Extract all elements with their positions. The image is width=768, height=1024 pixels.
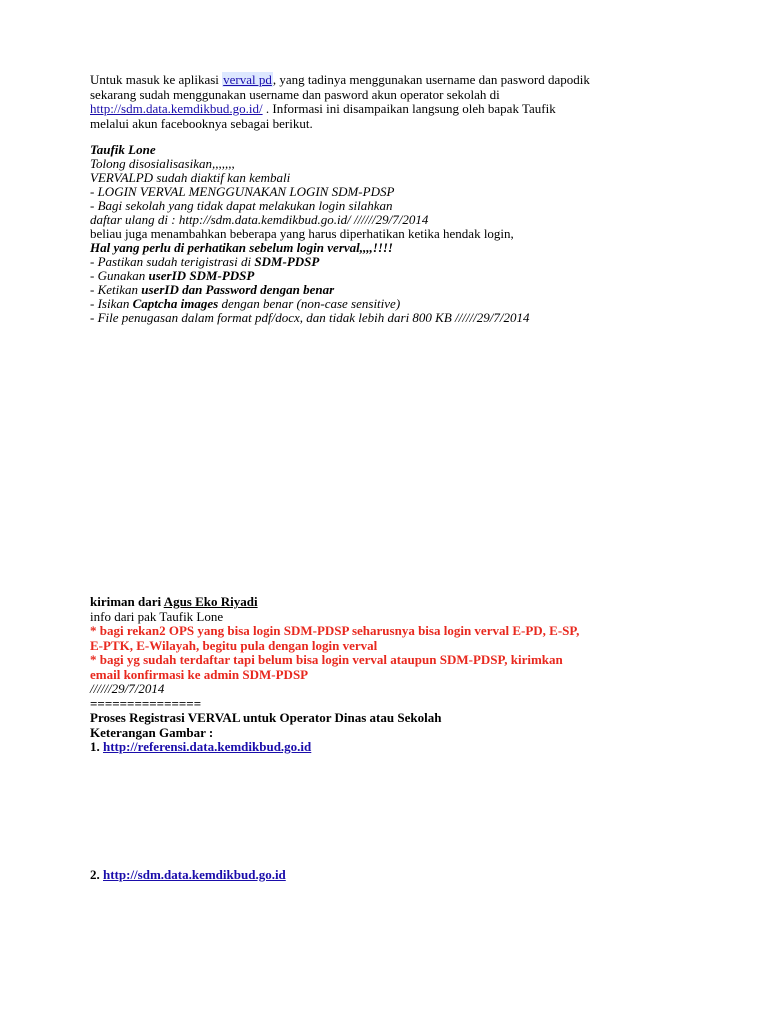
- quoted-post: [90, 143, 690, 325]
- red-note-2b: email konfirmasi ke admin SDM-PDSP: [90, 666, 309, 682]
- intro-line-2: sekarang sudah menggunakan username dan pasword akun operator sekolah di: [90, 86, 500, 102]
- section-title: Proses Registrasi VERVAL untuk Operator Dinas atau Sekolah: [90, 710, 442, 725]
- list-item-2: 2. http://sdm.data.kemdikbud.go.id: [90, 867, 286, 882]
- intro-line-3: http://sdm.data.kemdikbud.go.id/ . Informasi ini disampaikan langsung oleh bapak Taufik: [90, 101, 556, 116]
- post-line-4: - Bagi sekolah yang tidak dapat melakukan login silahkan: [90, 198, 393, 213]
- intro-line-4: melalui akun facebooknya sebagai berikut.: [90, 115, 313, 131]
- red-note-2a: * bagi yg sudah terdaftar tapi belum bisa login verval ataupun SDM-PDSP, kirimkan: [90, 652, 563, 667]
- red-note-1a: * bagi rekan2 OPS yang bisa login SDM-PDSP seharusnya bisa login verval E-PD, E-SP,: [90, 623, 580, 638]
- verval-pd-link[interactable]: verval pd: [223, 72, 272, 87]
- author-name: Agus Eko Riyadi: [163, 594, 258, 609]
- post-line-2: VERVALPD sudah diaktif kan kembali: [90, 170, 291, 185]
- forwarded-section: [90, 595, 690, 755]
- post-line-6: beliau juga menambahkan beberapa yang harus diperhatikan ketika hendak login,: [90, 226, 514, 241]
- forward-from: kiriman dari Agus Eko Riyadi: [90, 594, 258, 609]
- sdm-link[interactable]: http://sdm.data.kemdikbud.go.id: [103, 867, 286, 882]
- intro-paragraph: [90, 73, 690, 131]
- post-line-5: daftar ulang di : http://sdm.data.kemdikbud.go.id/ //////29/7/2014: [90, 212, 429, 227]
- post-bullet-1: - Pastikan sudah terigistrasi di SDM-PDSP: [90, 254, 320, 269]
- post-bullet-2: - Gunakan userID SDM-PDSP: [90, 268, 255, 283]
- list-item-1: 1. http://referensi.data.kemdikbud.go.id: [90, 739, 312, 754]
- post-bullet-4: - Isikan Captcha images dengan benar (non-case sensitive): [90, 296, 401, 311]
- post-author: Taufik Lone: [90, 142, 156, 157]
- referensi-link[interactable]: http://referensi.data.kemdikbud.go.id: [103, 739, 312, 754]
- caption-label: Keterangan Gambar :: [90, 724, 214, 740]
- intro-line-1: Untuk masuk ke aplikasi verval pd, yang tadinya menggunakan username dan pasword dapodik: [90, 72, 590, 87]
- red-note-1b: E-PTK, E-Wilayah, begitu pula dengan login verval: [90, 637, 378, 653]
- post-bullet-3: - Ketikan userID dan Password dengan benar: [90, 282, 335, 297]
- post-line-1: Tolong disosialisasikan,,,,,,,: [90, 156, 235, 171]
- post-heading: Hal yang perlu di perhatikan sebelum login verval,,,,!!!!: [90, 240, 393, 255]
- separator: ===============: [90, 695, 202, 711]
- post-bullet-5: - File penugasan dalam format pdf/docx, dan tidak lebih dari 800 KB //////29/7/2014: [90, 310, 530, 325]
- post-line-3: - LOGIN VERVAL MENGGUNAKAN LOGIN SDM-PDSP: [90, 184, 395, 199]
- sdm-url-link[interactable]: http://sdm.data.kemdikbud.go.id/: [90, 101, 263, 116]
- forward-date: //////29/7/2014: [90, 681, 165, 696]
- forward-info: info dari pak Taufik Lone: [90, 608, 224, 624]
